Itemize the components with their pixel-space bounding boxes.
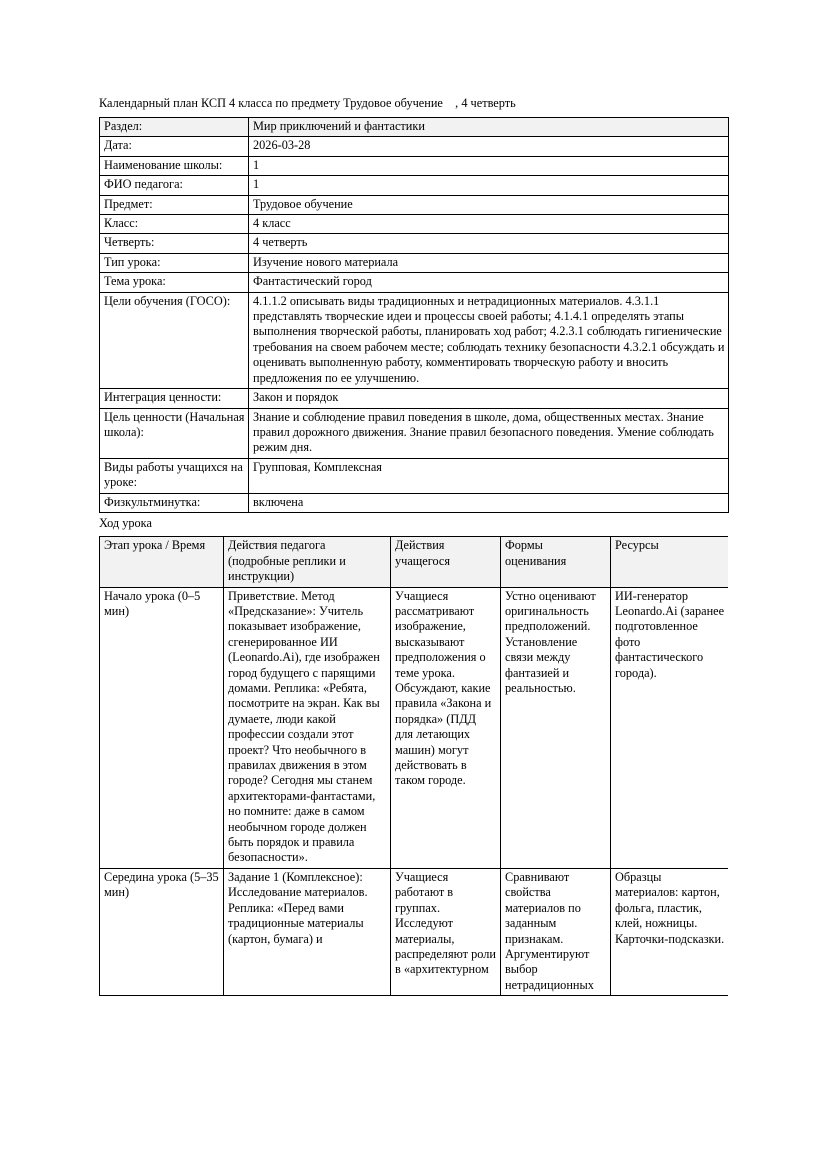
info-row-value: 1	[249, 176, 729, 195]
info-row-value: Закон и порядок	[249, 389, 729, 408]
info-row-label: Тема урока:	[100, 273, 249, 292]
info-row-value: Знание и соблюдение правил поведения в школе, дома, общественных местах. Знание правил дорожного движения. Знание правил безопасного поведения. Умение соблюдать режим дня.	[249, 408, 729, 458]
info-row-value: Мир приключений и фантастики	[249, 118, 729, 137]
table-row	[100, 156, 729, 175]
table-row	[100, 292, 729, 388]
table-row	[100, 273, 729, 292]
info-row-label: Тип урока:	[100, 253, 249, 272]
info-row-label: Предмет:	[100, 195, 249, 214]
info-row-value: Изучение нового материала	[249, 253, 729, 272]
table-row	[100, 408, 729, 458]
lesson-info-table	[99, 117, 729, 513]
table-header-row	[100, 537, 729, 587]
table-row	[100, 587, 729, 868]
info-row-label: Цель ценности (Начальная школа):	[100, 408, 249, 458]
info-row-label: Интеграция ценности:	[100, 389, 249, 408]
lesson-flow-head	[100, 537, 729, 587]
info-row-label: Физкультминутка:	[100, 493, 249, 512]
info-row-value: Трудовое обучение	[249, 195, 729, 214]
info-row-label: Наименование школы:	[100, 156, 249, 175]
table-row	[100, 389, 729, 408]
table-row	[100, 137, 729, 156]
lesson-flow-body	[100, 587, 729, 996]
column-header: Действия учащегося	[391, 537, 501, 587]
flow-resources-cell: ИИ-генератор Leonardo.Ai (заранее подготовленное фото фантастического города).	[611, 587, 729, 868]
flow-assessment-cell: Устно оценивают оригинальность предположений. Установление связи между фантазией и реальностью.	[501, 587, 611, 868]
column-header: Ресурсы	[611, 537, 729, 587]
table-row	[100, 195, 729, 214]
lesson-flow-clip	[99, 536, 728, 996]
table-row	[100, 234, 729, 253]
info-row-value: 4.1.1.2 описывать виды традиционных и нетрадиционных материалов. 4.3.1.1 представлять творческие идеи и процессы своей работы; 4.1.4.1 определять этапы выполнения творческой работы, планировать ход работ; 4.2.3.1 соблюдать гигиенические требования на своем рабочем месте; соблюдать технику безопасности 4.3.2.1 обсуждать и оценивать выполненную работу, комментировать творческую работу и вносить предложения по ее улучшению.	[249, 292, 729, 388]
info-row-label: Виды работы учащихся на уроке:	[100, 458, 249, 493]
info-row-value: 4 четверть	[249, 234, 729, 253]
lesson-flow-table	[99, 536, 728, 996]
flow-student-actions-cell: Учащиеся рассматривают изображение, высказывают предположения о теме урока. Обсуждают, какие правила «Закона и порядка» (ПДД для летающих машин) могут действовать в таком городе.	[391, 587, 501, 868]
info-row-label: Раздел:	[100, 118, 249, 137]
flow-stage-cell: Середина урока (5–35 мин)	[100, 868, 224, 995]
info-row-label: Дата:	[100, 137, 249, 156]
table-row	[100, 493, 729, 512]
info-row-label: Класс:	[100, 215, 249, 234]
column-header: Действия педагога (подробные реплики и инструкции)	[224, 537, 391, 587]
flow-teacher-actions-cell: Задание 1 (Комплексное): Исследование материалов. Реплика: «Перед вами традиционные материалы (картон, бумага) и	[224, 868, 391, 995]
info-row-value: Фантастический город	[249, 273, 729, 292]
info-row-value: 1	[249, 156, 729, 175]
info-row-value: 4 класс	[249, 215, 729, 234]
table-row	[100, 868, 729, 995]
info-row-label: ФИО педагога:	[100, 176, 249, 195]
flow-teacher-actions-cell: Приветствие. Метод «Предсказание»: Учитель показывает изображение, сгенерированное ИИ (Leonardo.Ai), где изображен город будущего с парящими домами. Реплика: «Ребята, посмотрите на экран. Как вы думаете, люди какой профессии создали этот проект? Что необычного в правилах движения в этом городе? Сегодня мы станем архитекторами-фантастами, но помните: даже в самом необычном городе должен быть порядок и правила безопасности».	[224, 587, 391, 868]
page-title: Календарный план КСП 4 класса по предмету Трудовое обучение , 4 четверть	[99, 96, 516, 110]
table-row	[100, 458, 729, 493]
flow-assessment-cell: Сравнивают свойства материалов по заданным признакам. Аргументируют выбор нетрадиционных	[501, 868, 611, 995]
column-header: Этап урока / Время	[100, 537, 224, 587]
table-row	[100, 118, 729, 137]
page-content	[99, 96, 728, 996]
table-row	[100, 253, 729, 272]
info-row-value: включена	[249, 493, 729, 512]
info-row-label: Четверть:	[100, 234, 249, 253]
info-row-value: Групповая, Комплексная	[249, 458, 729, 493]
table-row	[100, 176, 729, 195]
info-row-value: 2026-03-28	[249, 137, 729, 156]
info-row-label: Цели обучения (ГОСО):	[100, 292, 249, 388]
lesson-flow-heading: Ход урока	[99, 515, 152, 530]
flow-student-actions-cell: Учащиеся работают в группах. Исследуют материалы, распределяют роли в «архитектурном	[391, 868, 501, 995]
lesson-info-body	[100, 118, 729, 513]
table-row	[100, 215, 729, 234]
flow-resources-cell: Образцы материалов: картон, фольга, пластик, клей, ножницы. Карточки-подсказки.	[611, 868, 729, 995]
flow-stage-cell: Начало урока (0–5 мин)	[100, 587, 224, 868]
column-header: Формы оценивания	[501, 537, 611, 587]
